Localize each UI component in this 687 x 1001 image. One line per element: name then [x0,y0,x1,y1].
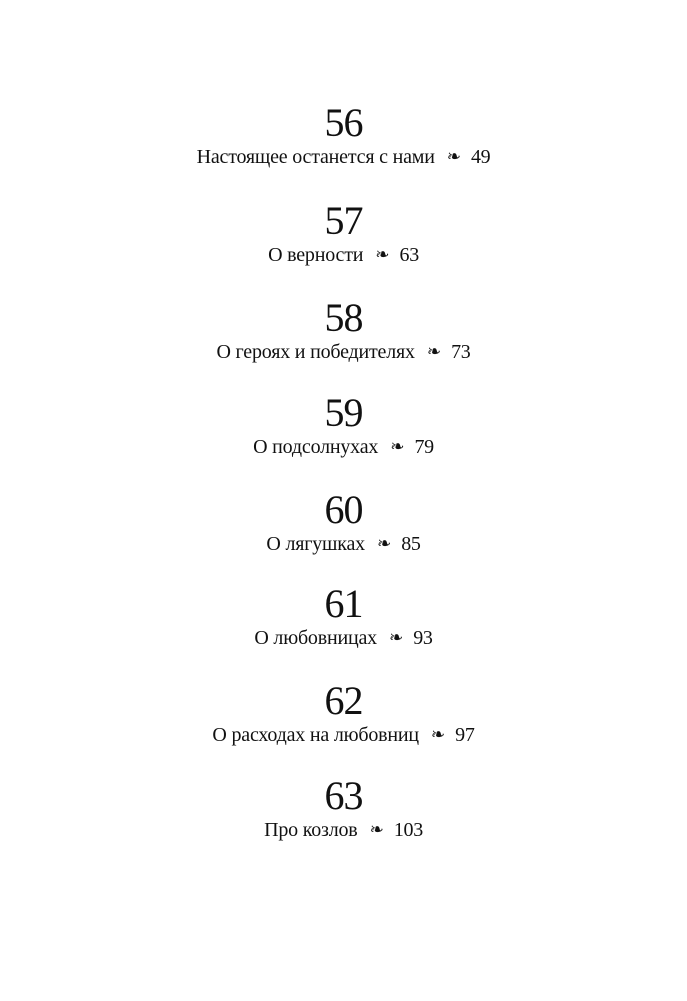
toc-entry [0,390,687,460]
chapter-number: 61 [324,581,363,626]
fleuron-icon: ❧ [446,147,461,167]
toc-entry [0,198,687,268]
toc-line [0,818,687,843]
page-number: 49 [470,146,491,168]
toc-line [0,626,687,651]
toc-entry [0,581,687,651]
page-number: 63 [399,244,419,266]
toc-entry [0,295,687,365]
page-number: 79 [414,436,434,458]
fleuron-icon: ❧ [376,534,392,554]
chapter-number: 57 [324,198,363,243]
toc-line [0,243,687,268]
chapter-number: 62 [324,678,363,723]
toc-line [0,145,687,170]
chapter-number: 59 [324,390,363,435]
fleuron-icon: ❧ [369,820,384,840]
toc-entry [0,100,687,170]
fleuron-icon: ❧ [426,342,442,362]
chapter-title: О подсолнухах [253,436,379,458]
fleuron-icon: ❧ [375,245,390,265]
page-number: 103 [393,819,423,841]
chapter-title: О героях и победителях [216,341,415,363]
toc-entry [0,678,687,748]
page-number: 85 [401,533,421,555]
chapter-title: О расходах на любовниц [212,724,419,746]
chapter-title: Про козлов [264,819,358,841]
toc-line [0,340,687,365]
toc-line [0,532,687,557]
toc-line [0,723,687,748]
chapter-number: 56 [324,100,363,145]
page-number: 93 [413,627,433,649]
toc-line [0,435,687,460]
chapter-title: Настоящее останется с нами [196,146,435,168]
page-number: 73 [451,341,471,363]
chapter-title: О любовницах [254,627,377,649]
chapter-title: О лягушках [266,533,365,555]
toc-entry [0,487,687,557]
chapter-title: О верности [268,244,364,266]
page-number: 97 [455,724,475,746]
fleuron-icon: ❧ [430,725,446,745]
toc-entry [0,773,687,843]
fleuron-icon: ❧ [390,437,405,457]
chapter-number: 60 [324,487,363,532]
fleuron-icon: ❧ [388,628,404,648]
chapter-number: 58 [324,295,363,340]
chapter-number: 63 [324,773,363,818]
